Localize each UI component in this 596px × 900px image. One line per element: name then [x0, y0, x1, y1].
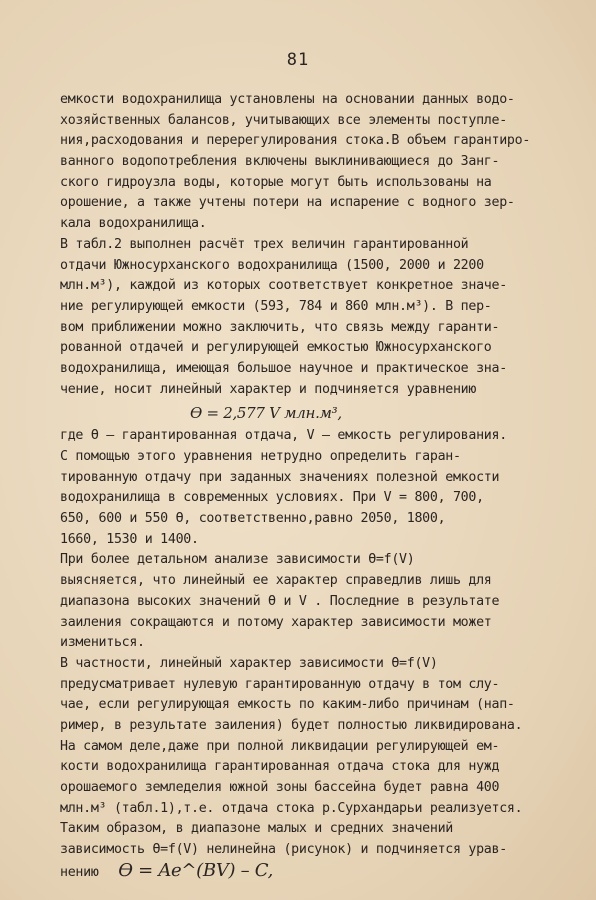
page-number: 81 — [286, 50, 310, 70]
text-line: 1660, 1530 и 1400. — [60, 531, 199, 547]
text-line: кала водохранилища. — [60, 216, 207, 232]
exponential-equation: Ө = Ae^(BV) – C, — [118, 859, 274, 881]
text-line: В частности, линейный характер зависимости Ө=f(V) — [60, 655, 438, 671]
text-line: где Ө – гарантированная отдача, V – емкость регулирования. — [60, 428, 507, 444]
text-line: емкости водохранилища установлены на основании данных водо- — [60, 92, 515, 107]
text-line: измениться. — [60, 635, 145, 651]
text-line: кости водохранилища гарантированная отдача стока для нужд — [60, 759, 500, 775]
text-line: орошение, а также учтены потери на испарение с водного зер- — [60, 195, 515, 211]
text-line: заиления сокращаются и потому характер зависимости может — [60, 614, 492, 630]
text-line: При более детальном анализе зависимости Ө=f(V) — [60, 552, 415, 568]
text-line: хозяйственных балансов, учитывающих все элементы поступле- — [60, 112, 507, 128]
text-line: На самом деле,даже при полной ликвидации регулирующей ем- — [60, 738, 500, 754]
text-line: 650, 600 и 550 Ө, соответственно,равно 2050, 1800, — [60, 511, 446, 527]
text-line: ние регулирующей емкости (593, 784 и 860 млн.м³). В пер- — [60, 298, 492, 314]
text-line: млн.м³ (табл.1),т.е. отдача стока р.Сурхандарьи реализуется. — [60, 800, 523, 816]
text-line: Таким образом, в диапазоне малых и средних значений — [60, 821, 453, 837]
text-line: тированную отдачу при заданных значениях полезной емкости — [60, 469, 500, 485]
text-line: вом приближении можно заключить, что связь между гаранти- — [60, 319, 500, 335]
text-line: водохранилища, имеющая большое научное и практическое зна- — [60, 360, 507, 376]
text-line: водохранилища в современных условиях. При V = 800, 700, — [60, 490, 484, 506]
text-line: отдачи Южносурханского водохранилища (1500, 2000 и 2200 — [60, 257, 484, 273]
text-line: ванного водопотребления включены выклинивающиеся до Занг- — [60, 154, 500, 170]
text-line: орошаемого земледелия южной зоны бассейна будет равна 400 — [60, 780, 500, 795]
text-line: диапазона высоких значений Ө и V . Последние в результате — [60, 593, 500, 609]
text-line: рованной отдачей и регулирующей емкостью Южносурханского — [60, 340, 492, 356]
text-fragment: нению — [60, 864, 99, 880]
text-line: ния,расходования и перерегулирования стока.В объем гарантиро- — [60, 133, 531, 149]
text-line: зависимость Ө=f(V) нелинейна (рисунок) и подчиняется урав- — [60, 842, 507, 858]
text-line: млн.м³), каждой из которых соответствует конкретное значе- — [60, 278, 507, 294]
text-line: чае, если регулирующая емкость по каким-либо причинам (нап- — [60, 697, 515, 713]
final-equation-line — [60, 861, 540, 893]
text-line: В табл.2 выполнен расчёт трех величин гарантированной — [60, 236, 469, 252]
text-line: чение, носит линейный характер и подчиняется уравнению — [60, 381, 477, 397]
text-line: ример, в результате заиления) будет полностью ликвидирована. — [60, 717, 523, 733]
text-line: С помощью этого уравнения нетрудно определить гаран- — [60, 449, 461, 464]
text-line: предусматривает нулевую гарантированную отдачу в том слу- — [60, 676, 500, 692]
text-line: ского гидроузла воды, которые могут быть использованы на — [60, 174, 492, 190]
linear-equation: Ө = 2,577 V млн.м³, — [190, 404, 342, 423]
text-line: выясняется, что линейный ее характер справедлив лишь для — [60, 573, 492, 589]
body-text — [60, 90, 540, 893]
